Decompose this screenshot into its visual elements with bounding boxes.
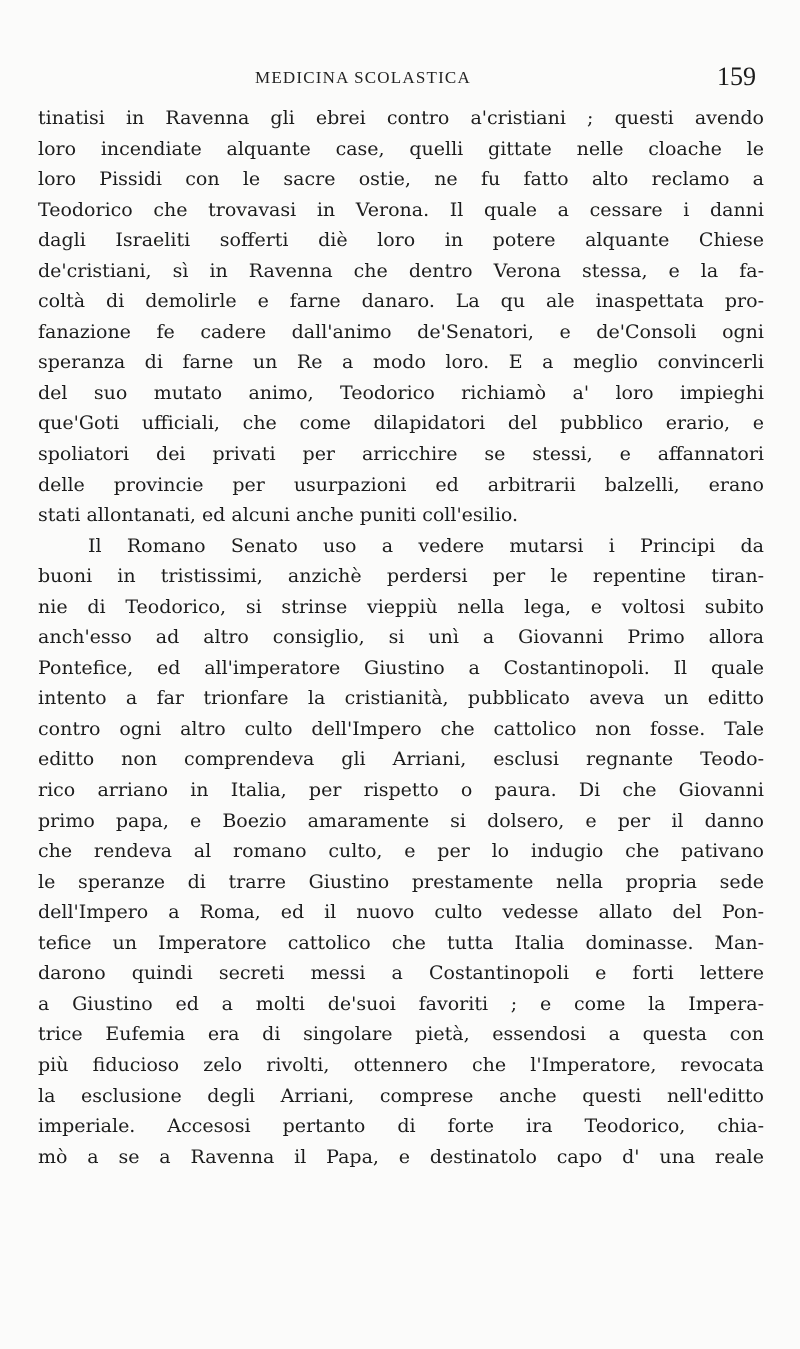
text-line: che rendeva al romano culto, e per lo indugio che pativano <box>38 840 764 863</box>
text-line: que'Goti ufficiali, che come dilapidatori del pubblico erario, e <box>38 412 764 435</box>
text-line: mò a se a Ravenna il Papa, e destinatolo capo d' una reale <box>38 1145 764 1168</box>
text-line: la esclusione degli Arriani, comprese anche questi nell'editto <box>38 1084 764 1107</box>
text-line: del suo mutato animo, Teodorico richiamò a' loro impieghi <box>38 381 764 404</box>
text-line: Il Romano Senato uso a vedere mutarsi i Principi da <box>88 534 764 557</box>
body-text <box>38 103 764 1172</box>
page-number: 159 <box>717 62 756 91</box>
text-line: buoni in tristissimi, anzichè perdersi per le repentine tiran- <box>38 565 764 588</box>
text-line: loro incendiate alquante case, quelli gittate nelle cloache le <box>38 137 764 160</box>
text-line: spoliatori dei privati per arricchire se stessi, e affannatori <box>38 443 764 466</box>
text-line: tefice un Imperatore cattolico che tutta Italia dominasse. Man- <box>38 931 764 954</box>
text-line: editto non comprendeva gli Arriani, esclusi regnante Teodo- <box>38 748 764 771</box>
running-title: MEDICINA SCOLASTICA <box>255 68 471 87</box>
text-line: più fiducioso zelo rivolti, ottennero che l'Imperatore, revocata <box>38 1053 764 1076</box>
text-line: de'cristiani, sì in Ravenna che dentro Verona stessa, e la fa- <box>38 259 764 282</box>
text-line: speranza di farne un Re a modo loro. E a meglio convincerli <box>38 351 764 374</box>
text-line: rico arriano in Italia, per rispetto o paura. Di che Giovanni <box>38 779 764 802</box>
text-line: trice Eufemia era di singolare pietà, essendosi a questa con <box>38 1023 764 1046</box>
text-line: fanazione fe cadere dall'animo de'Senatori, e de'Consoli ogni <box>38 320 764 343</box>
text-line: intento a far trionfare la cristianità, pubblicato aveva un editto <box>38 687 764 710</box>
page-header <box>0 62 800 96</box>
text-line: coltà di demolirle e farne danaro. La qu ale inaspettata pro- <box>38 290 764 313</box>
text-line: le speranze di trarre Giustino prestamente nella propria sede <box>38 870 764 893</box>
text-line: Teodorico che trovavasi in Verona. Il quale a cessare i danni <box>38 198 764 221</box>
text-line: stati allontanati, ed alcuni anche puniti coll'esilio. <box>38 504 519 527</box>
text-line: nie di Teodorico, si strinse vieppiù nella lega, e voltosi subito <box>38 595 764 618</box>
text-line: a Giustino ed a molti de'suoi favoriti ; e come la Impera- <box>38 992 764 1015</box>
text-line: Pontefice, ed all'imperatore Giustino a Costantinopoli. Il quale <box>38 656 764 679</box>
text-line: imperiale. Accesosi pertanto di forte ira Teodorico, chia- <box>38 1115 764 1138</box>
text-line: delle provincie per usurpazioni ed arbitrarii balzelli, erano <box>38 473 764 496</box>
text-line: dell'Impero a Roma, ed il nuovo culto vedesse allato del Pon- <box>38 901 764 924</box>
text-line: contro ogni altro culto dell'Impero che cattolico non fosse. Tale <box>38 717 764 740</box>
text-line: darono quindi secreti messi a Costantinopoli e forti lettere <box>38 962 764 985</box>
text-line: dagli Israeliti sofferti diè loro in potere alquante Chiese <box>38 229 764 252</box>
text-line: tinatisi in Ravenna gli ebrei contro a'cristiani ; questi avendo <box>38 107 764 129</box>
text-line: primo papa, e Boezio amaramente si dolsero, e per il danno <box>38 809 764 832</box>
text-line: anch'esso ad altro consiglio, si unì a Giovanni Primo allora <box>38 626 764 649</box>
text-line: loro Pissidi con le sacre ostie, ne fu fatto alto reclamo a <box>38 168 764 191</box>
